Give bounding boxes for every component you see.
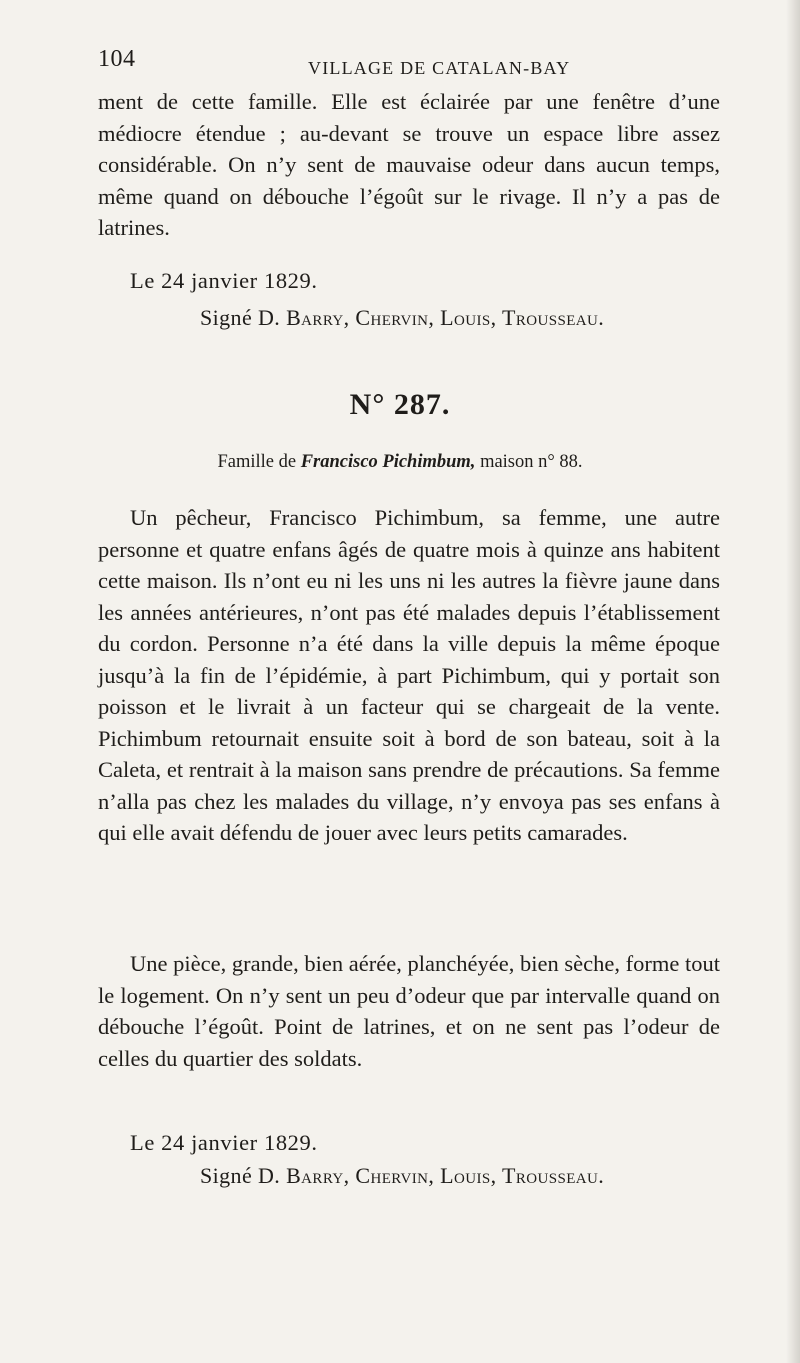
paragraph-continued [98, 86, 720, 244]
date-line: Le 24 janvier 1829. [130, 268, 318, 293]
signature-line [200, 1163, 604, 1189]
date-line: Le 24 janvier 1829. [130, 1130, 318, 1155]
paragraph-text: Un pêcheur, Francisco Pichimbum, sa femme, une autre personne et quatre enfans âgés de quatre mois à quinze ans habitent cette maison. Ils n’ont eu ni les uns ni les autres la fièvre jaune dans les années antérieures, n’ont pas été malades depuis l’établissement du cordon. Personne n’a été dans la ville depuis la même époque jusqu’à la fin de l’épidémie, à part Pichimbum, qui y portait son poisson et le livrait à un facteur qui se chargeait de la vente. Pichimbum retournait ensuite soit à bord de son bateau, soit à la Caleta, et rentrait à la maison sans prendre de précautions. Sa femme n’alla pas chez les malades du village, n’y envoya pas ses enfans à qui elle avait défendu de jouer avec leurs petits camarades. [98, 505, 720, 845]
paragraph-text: ment de cette famille. Elle est éclairée par une fenêtre d’une médiocre étendue ; au-devant se trouve un espace libre assez considérable. On n’y sent de mauvaise odeur dans aucun temps, même quand on débouche l’égoût sur le rivage. Il n’y a pas de latrines. [98, 89, 720, 240]
family-line [0, 452, 800, 473]
family-suffix: maison n° 88. [475, 452, 583, 472]
signature-line [200, 305, 604, 331]
entry-paragraph-2 [98, 948, 720, 1074]
page-number: 104 [98, 46, 136, 72]
family-prefix: Famille de [217, 452, 301, 472]
page-edge-shadow [786, 0, 800, 1363]
signature-names: Barry, Chervin, Louis, Trousseau. [286, 1163, 605, 1188]
signature-prefix: Signé D. [200, 305, 287, 330]
signature-names: Barry, Chervin, Louis, Trousseau. [286, 305, 605, 330]
entry-number: N° 287. [349, 388, 451, 421]
page-header [98, 46, 718, 80]
signature-prefix: Signé D. [200, 1163, 287, 1188]
family-name: Francisco Pichimbum, [300, 452, 476, 472]
running-head: VILLAGE DE CATALAN-BAY [308, 58, 571, 78]
paragraph-text: Une pièce, grande, bien aérée, planchéyée, bien sèche, forme tout le logement. On n’y sent un peu d’odeur que par intervalle quand on débouche l’égoût. Point de latrines, et on ne sent pas l’odeur de celles du quartier des soldats. [98, 951, 720, 1071]
entry-paragraph-1 [98, 502, 720, 849]
